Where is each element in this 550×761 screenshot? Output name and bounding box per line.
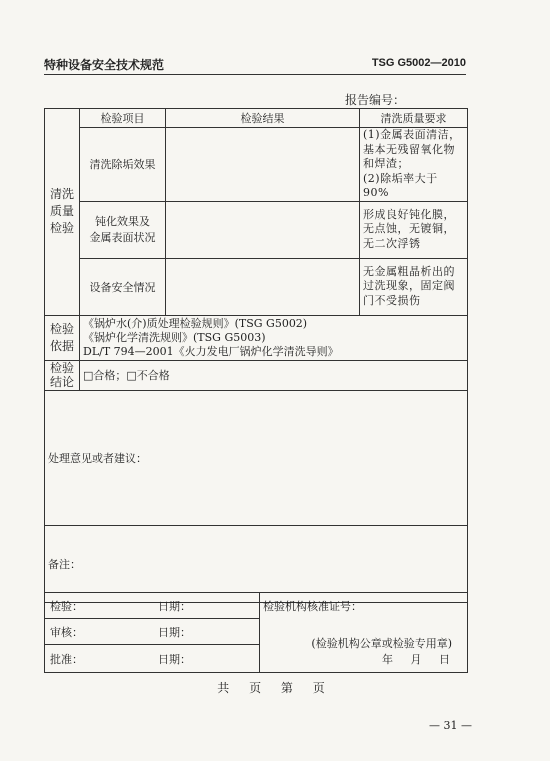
basis-label-line-1: 检验 (49, 321, 74, 336)
signoff-table (44, 592, 468, 673)
requirement-descaling-1: (1)金属表面清洁，基本无残留氧化物和焊渣； (363, 128, 461, 170)
item-equipment-safety: 设备安全情况 (80, 258, 166, 315)
review-label: 审核： (50, 625, 83, 639)
running-header-title: 特种设备安全技术规范 (44, 58, 165, 72)
remark-field[interactable] (45, 525, 468, 602)
review-date-label: 日期： (158, 625, 191, 639)
seal-instruction: (检验机构公章或检验专用章) (311, 637, 452, 650)
inspect-signoff-date: 日期： (158, 599, 191, 613)
review-row[interactable] (45, 619, 260, 645)
basis-label-line-2: 依据 (49, 338, 74, 353)
page-count-footer: 共 页 第 页 (217, 681, 333, 695)
opinion-field[interactable] (45, 390, 468, 525)
section-label-line-2: 质量 (49, 204, 74, 219)
conclusion-label-line-1: 检验 (49, 361, 74, 375)
basis-line-3: DL/T 794—2001《火力发电厂锅炉化学清洗导则》 (83, 344, 339, 358)
conclusion-options[interactable]: □合格；□不合格 (80, 360, 468, 390)
inspect-row[interactable] (45, 593, 260, 619)
basis-line-2: 《锅炉化学清洗规则》(TSG G5003) (83, 330, 266, 344)
item-passivation-line-2: 金属表面状况 (89, 230, 156, 244)
result-field-passivation[interactable] (166, 201, 360, 258)
approve-label: 批准： (50, 652, 83, 666)
opinion-label: 处理意见或者建议： (48, 451, 147, 465)
column-header-result: 检验结果 (166, 109, 360, 128)
requirement-descaling (360, 128, 468, 202)
remark-label: 备注： (48, 557, 81, 571)
certification-cell (260, 593, 468, 673)
approve-row[interactable] (45, 645, 260, 673)
requirement-passivation: 形成良好钝化膜，无点蚀，无镀铜，无二次浮锈 (360, 201, 468, 258)
item-descaling: 清洗除垢效果 (80, 128, 166, 202)
header-rule (44, 74, 466, 75)
basis-list (80, 315, 468, 360)
section-label-line-1: 清洗 (49, 187, 74, 202)
inspection-report-table (44, 108, 468, 603)
result-field-safety[interactable] (166, 258, 360, 315)
basis-line-1: 《锅炉水(介)质处理检验规则》(TSG G5002) (83, 316, 308, 330)
column-header-item: 检验项目 (80, 109, 166, 128)
conclusion-label (45, 360, 80, 390)
inspect-signoff-label: 检验： (50, 599, 83, 613)
page-number: — 31 — (429, 719, 472, 732)
section-label-cleaning-quality (45, 109, 80, 316)
approve-date-label: 日期： (158, 652, 191, 666)
conclusion-label-line-2: 结论 (49, 375, 74, 389)
result-field-descaling[interactable] (166, 128, 360, 202)
certification-number-label: 检验机构核准证号： (263, 600, 362, 613)
column-header-requirement: 清洗质量要求 (360, 109, 468, 128)
requirement-safety: 无金属粗晶析出的过洗现象，固定阀门不受损伤 (360, 258, 468, 315)
item-passivation (80, 201, 166, 258)
seal-date: 年 月 日 (382, 653, 450, 666)
requirement-descaling-2: (2)除垢率大于 90% (363, 171, 438, 199)
basis-label (45, 315, 80, 360)
report-number-label: 报告编号： (345, 93, 406, 107)
item-passivation-line-1: 钝化效果及 (95, 214, 150, 228)
section-label-line-3: 检验 (49, 221, 74, 236)
running-header-code: TSG G5002—2010 (371, 57, 466, 69)
